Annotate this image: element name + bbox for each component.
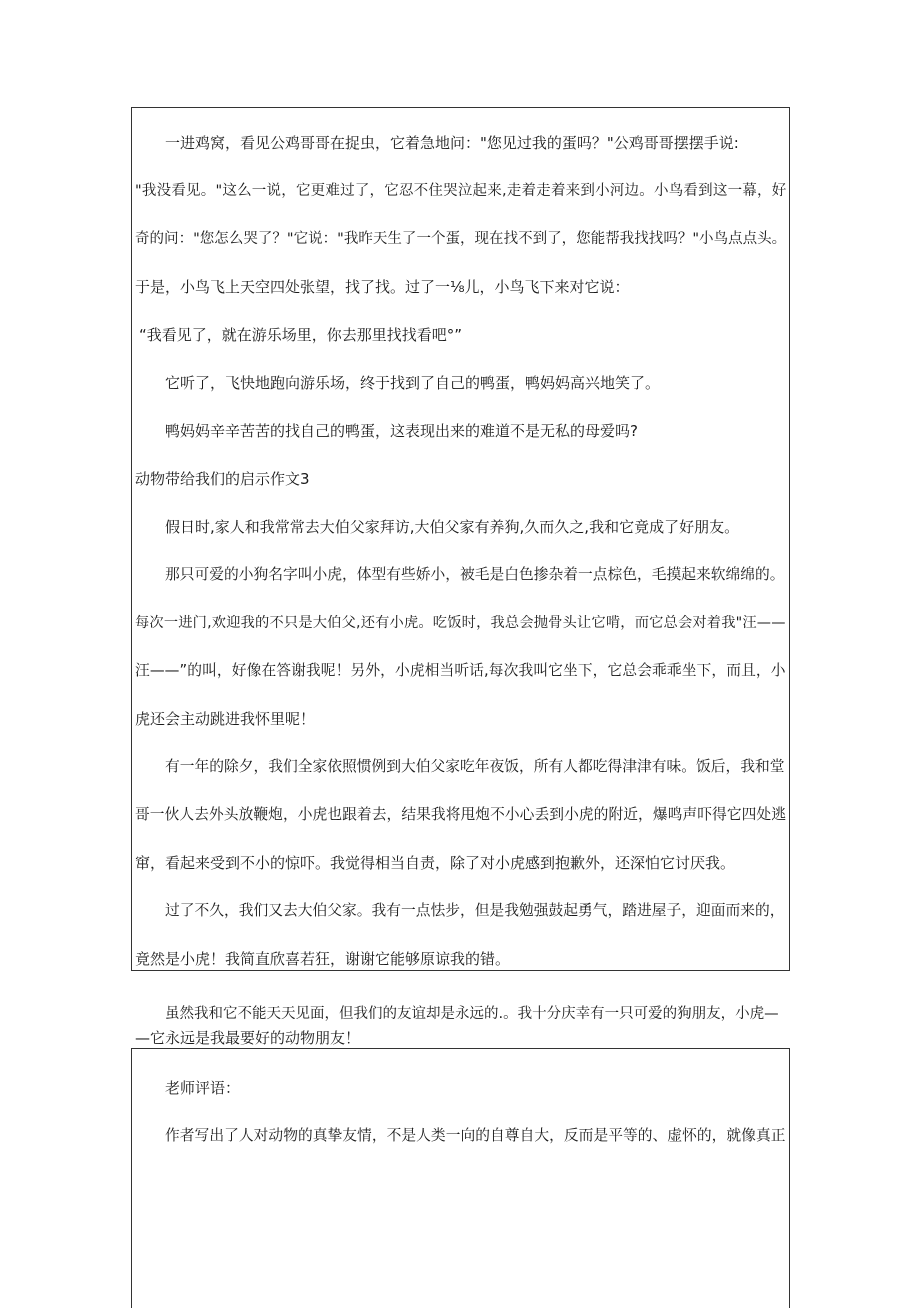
paragraph-line: 过了不久，我们又去大伯父家。我有一点怯步，但是我勉强鼓起勇气，踏进屋子，迎面而来的， xyxy=(165,902,785,919)
paragraph-line: 汪——”的叫，好像在答谢我呢！另外，小虎相当听话,每次我叫它坐下，它总会乖乖坐下，而且，小 xyxy=(135,662,786,679)
paragraph-line: 虽然我和它不能天天见面，但我们的友谊却是永远的.。我十分庆幸有一只可爱的狗朋友，小虎— xyxy=(165,1006,779,1022)
paragraph-line: 哥一伙人去外头放鞭炮，小虎也跟着去，结果我将甩炮不小心丢到小虎的附近，爆鸣声吓得它四处逃 xyxy=(135,806,786,823)
paragraph-line: 于是，小鸟飞上天空四处张望，找了找。过了一⅛儿，小鸟飞下来对它说： xyxy=(135,278,630,296)
paragraph-line: 它听了，飞快地跑向游乐场，终于找到了自己的鸭蛋，鸭妈妈高兴地笑了。 xyxy=(165,374,661,392)
paragraph-line: 奇的问："您怎么哭了？"它说："我昨天生了一个蛋，现在找不到了，您能帮我找找吗？"小鸟点点头。 xyxy=(135,231,787,247)
paragraph-line: "我没看见。"这么一说，它更难过了，它忍不住哭泣起来,走着走着来到小河边。小鸟看到这一幕，好 xyxy=(135,183,787,199)
paragraph-line: 鸭妈妈辛辛苦苦的找自己的鸭蛋，这表现出来的难道不是无私的母爱吗? xyxy=(165,422,638,440)
comment-line: 作者写出了人对动物的真挚友情，不是人类一向的自尊自大，反而是平等的、虚怀的，就像真正 xyxy=(165,1127,786,1144)
comment-heading: 老师评语： xyxy=(165,1079,241,1097)
paragraph-line: —它永远是我最要好的动物朋友！ xyxy=(135,1029,361,1047)
paragraph-line: 竟然是小虎！我简直欣喜若狂，谢谢它能够原谅我的错。 xyxy=(135,950,511,968)
paragraph-line: 假日时,家人和我常常去大伯父家拜访,大伯父家有养狗,久而久之,我和它竟成了好朋友。 xyxy=(165,518,740,536)
paragraph-line: 那只可爱的小狗名字叫小虎，体型有些娇小，被毛是白色掺杂着一点棕色，毛摸起来软绵绵的。 xyxy=(165,566,785,583)
section-heading: 动物带给我们的启示作文3 xyxy=(135,470,310,488)
paragraph-line: 窜，看起来受到不小的惊吓。我觉得相当自责，除了对小虎感到抱歉外，还深怕它讨厌我。 xyxy=(135,854,736,872)
paragraph-line: 每次一进门,欢迎我的不只是大伯父,还有小虎。吃饭时，我总会抛骨头让它啃，而它总会对着我"汪—— xyxy=(135,615,786,631)
quote-line: “我看见了，就在游乐场里，你去那里找找看吧°” xyxy=(139,326,463,344)
paragraph-line: 虎还会主动跳进我怀里呢！ xyxy=(135,710,316,728)
paragraph-line: 一进鸡窝，看见公鸡哥哥在捉虫，它着急地问："您见过我的蛋吗？"公鸡哥哥摆摆手说: xyxy=(165,134,739,152)
paragraph-line: 有一年的除夕，我们全家依照惯例到大伯父家吃年夜饭，所有人都吃得津津有味。饭后，我和堂 xyxy=(165,758,785,775)
